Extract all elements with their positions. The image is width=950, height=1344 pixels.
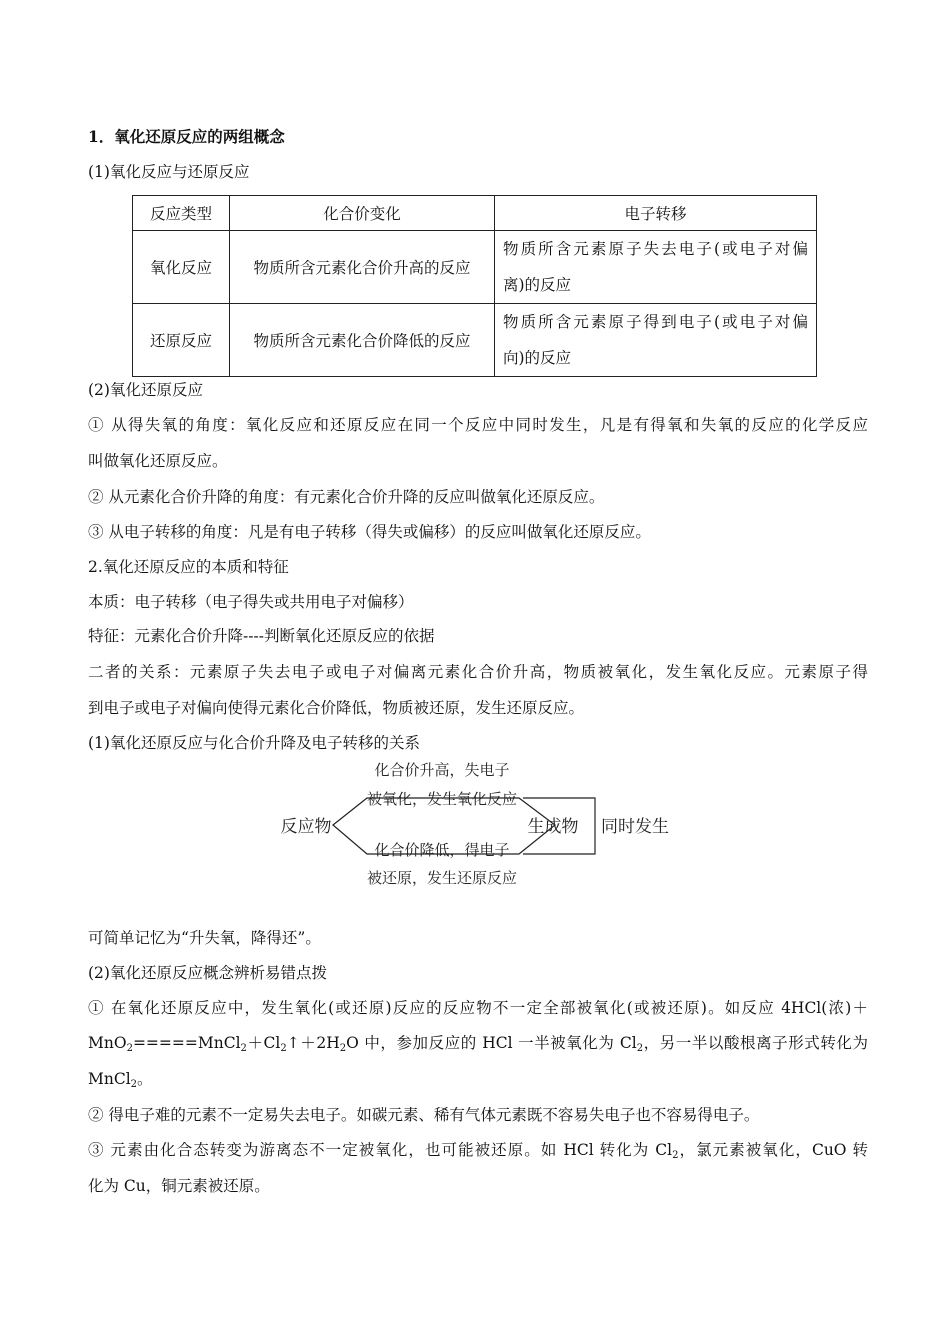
feature-line: 特征：元素化合价升降----判断氧化还原反应的依据 xyxy=(88,627,435,645)
table-header-cell: 反应类型 xyxy=(133,196,230,231)
subscript: 2 xyxy=(280,1043,287,1054)
paragraph-line: 到电子或电子对偏向使得元素化合价降低，物质被还原，发生还原反应。 xyxy=(88,699,585,717)
diagram-bottom-label1: 化合价降低，得电子 xyxy=(374,841,510,859)
table-cell-type: 氧化反应 xyxy=(133,231,230,304)
text-run: ＋Cl xyxy=(246,1034,281,1052)
table-cell-type: 还原反应 xyxy=(133,304,230,377)
table-cell-valence: 物质所含元素化合价降低的反应 xyxy=(230,304,495,377)
text-run: ，另一半以酸根离子形式转化为 xyxy=(643,1034,868,1052)
paragraph-line: ② 从元素化合价升降的角度：有元素化合价升降的反应叫做氧化还原反应。 xyxy=(88,488,605,506)
cell-text-line: 物质所含元素原子得到电子(或电子对偏 xyxy=(503,313,808,331)
subscript: 2 xyxy=(240,1043,247,1054)
table-header-cell: 化合价变化 xyxy=(230,196,495,231)
subscript: 2 xyxy=(672,1150,679,1161)
section3-sub2: (2)氧化还原反应概念辨析易错点拨 xyxy=(88,964,327,982)
text-run: MnO xyxy=(88,1034,127,1052)
subscript: 2 xyxy=(130,1079,138,1090)
cell-text-line: 离)的反应 xyxy=(503,276,572,294)
paragraph-line: 化为 Cu，铜元素被还原。 xyxy=(88,1177,270,1195)
table-cell-valence: 物质所含元素化合价升高的反应 xyxy=(230,231,495,304)
table-cell-electron xyxy=(495,231,817,304)
paragraph-line: 叫做氧化还原反应。 xyxy=(88,452,228,470)
table-header-row xyxy=(133,196,817,231)
text-run: 。 xyxy=(137,1070,153,1088)
paragraph-line: ③ 从电子转移的角度：凡是有电子转移（得失或偏移）的反应叫做氧化还原反应。 xyxy=(88,523,651,541)
concept-table xyxy=(132,195,817,377)
text-run: MnCl xyxy=(88,1070,131,1088)
text-run: =====MnCl xyxy=(132,1034,241,1052)
subscript: 2 xyxy=(339,1043,347,1054)
text-run: O 中，参加反应的 HCl 一半被氧化为 Cl xyxy=(346,1034,637,1052)
paragraph-line xyxy=(88,1033,868,1053)
section1-sub2: (2)氧化还原反应 xyxy=(88,381,203,399)
section2-sub1: (1)氧化还原反应与化合价升降及电子转移的关系 xyxy=(88,734,420,752)
paragraph-line: ① 在氧化还原反应中，发生氧化(或还原)反应的反应物不一定全部被氧化(或被还原)。如反应 4HCl(浓)＋ xyxy=(88,999,868,1017)
table-header-cell: 电子转移 xyxy=(495,196,817,231)
text-run: ，氯元素被氧化，CuO 转 xyxy=(678,1141,868,1159)
diagram-bottom-label2: 被还原，发生还原反应 xyxy=(366,869,518,887)
paragraph-line: 二者的关系：元素原子失去电子或电子对偏离元素化合价升高，物质被氧化，发生氧化反应。元素原子得 xyxy=(88,663,868,681)
essence-line: 本质：电子转移（电子得失或共用电子对偏移） xyxy=(88,593,414,611)
diagram-product: 生成物 xyxy=(527,817,579,837)
section2-heading: 2.氧化还原反应的本质和特征 xyxy=(88,558,289,576)
diagram-simultaneous: 同时发生 xyxy=(601,817,669,837)
section1-heading: 1．氧化还原反应的两组概念 xyxy=(88,127,285,146)
redox-diagram xyxy=(270,755,690,900)
paragraph-line: ① 从得失氧的角度：氧化反应和还原反应在同一个反应中同时发生，凡是有得氧和失氧的反应的化学反应 xyxy=(88,416,868,434)
diagram-top-label1: 化合价升高，失电子 xyxy=(374,761,510,779)
diagram-top-label2: 被氧化，发生氧化反应 xyxy=(366,790,518,808)
paragraph-line xyxy=(88,1069,868,1089)
section1-sub1: (1)氧化反应与还原反应 xyxy=(88,163,250,181)
table-row xyxy=(133,231,817,304)
table-row xyxy=(133,304,817,377)
cell-text-line: 物质所含元素原子失去电子(或电子对偏 xyxy=(503,240,808,258)
paragraph-line: ② 得电子难的元素不一定易失去电子。如碳元素、稀有气体元素既不容易失电子也不容易得电子。 xyxy=(88,1106,760,1124)
text-run: ↑＋2H xyxy=(286,1034,340,1052)
diagram-reactant: 反应物 xyxy=(280,817,332,837)
mnemonic-line: 可简单记忆为“升失氧，降得还”。 xyxy=(88,929,321,947)
subscript: 2 xyxy=(126,1043,133,1054)
table-cell-electron xyxy=(495,304,817,377)
paragraph-line xyxy=(88,1140,868,1160)
subscript: 2 xyxy=(636,1043,644,1054)
cell-text-line: 向)的反应 xyxy=(503,349,572,367)
text-run: ③ 元素由化合态转变为游离态不一定被氧化，也可能被还原。如 HCl 转化为 Cl xyxy=(88,1141,673,1159)
